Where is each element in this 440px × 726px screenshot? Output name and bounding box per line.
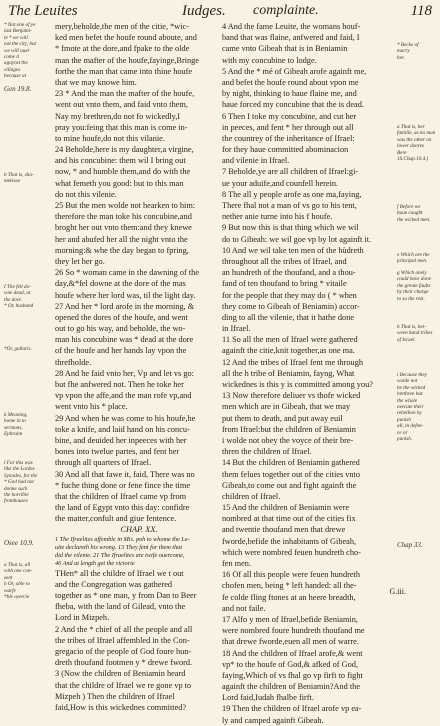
- text-line: throughout all the tribes of Ifrael, and: [222, 256, 347, 266]
- margin-note: i Because they wolde not be the wicked brethren but the whole execute their rebellion by punish all, in defen- ce or punish.: [397, 372, 427, 443]
- text-line: them felues together out of the cities vnto: [222, 469, 361, 479]
- text-line: that we may knowe him.: [55, 77, 137, 87]
- text-line: that the childre of Ifrael we re gone vp to: [55, 680, 192, 690]
- text-line: out to go his way, and beholde, the wo-: [55, 324, 186, 334]
- text-line: to mine houfe,do not this vilanie.: [55, 133, 165, 143]
- text-line: 24 Beholde,here is my daughter,a virgine,: [55, 145, 194, 155]
- text-line: Lord in Mizpeh.: [55, 613, 110, 623]
- text-line: did the vilenie. 21 The Ifraelites are twife ouercome,: [55, 551, 185, 559]
- text-line: chofen men, being * left handed: all the-: [222, 581, 357, 591]
- text-line: came vnto Gibeah that is in Beniamin: [222, 44, 348, 54]
- text-line: now, * and humble them,and do with the: [55, 167, 191, 177]
- text-line: with my concubine to lodge.: [222, 55, 317, 65]
- margin-note: f Before we haue caught the wicked men.: [397, 204, 431, 223]
- margin-note: Gen 19.8.: [4, 85, 32, 93]
- text-line: for the people that they may do ( * when: [222, 290, 357, 300]
- text-line: and the Congregation was gathered: [55, 579, 173, 589]
- text-line: morning:& whe the day began to fpring,: [55, 245, 189, 255]
- text-line: they come to Gibeah of Beniamin) accor-: [222, 301, 360, 311]
- text-line: 3 (Now the children of Beniamin heard: [55, 669, 186, 679]
- text-line: they let her go.: [55, 256, 105, 266]
- text-line: through all quarters of Ifrael.: [55, 458, 152, 468]
- left-column: [55, 21, 223, 713]
- text-line: forthe the man that came into thine houfe: [55, 66, 193, 76]
- text-line: 27 And her * lord arofe in the morning, &: [55, 301, 195, 311]
- text-line: houfe where her lord was, til the light day.: [55, 290, 196, 300]
- text-line: children of Ifrael.: [222, 491, 281, 501]
- text-line: faying,Which of vs fhal go vp firft to fight: [222, 670, 363, 680]
- text-line: in Ifrael.: [222, 324, 251, 334]
- text-line: vp vpon the affe,and the man rofe vp,and: [55, 391, 192, 401]
- margin-note: a That is, her familie, as no man was the other on lower doores Bere 1S.Chap.10.4.): [397, 124, 436, 163]
- text-line: 4 And the fame Leuite, the womans houf-: [222, 22, 361, 31]
- text-line: 7 Beholde,ye are all children of Ifrael:gi-: [222, 167, 359, 177]
- text-line: Gibeah,to come out and fight againft the: [222, 480, 357, 490]
- text-line: 18 And the children of Ifrael arofe,& went: [222, 648, 363, 658]
- text-line: 28 And he faid vnto her, Vp and let vs go:: [55, 368, 194, 378]
- text-line: 6 Then I toke my concubine, and cut her: [222, 111, 357, 121]
- text-line: 5 And the * mé of Gibeah arofe againft me,: [222, 66, 367, 76]
- text-line: againft the citie,knit together,as one ma.: [222, 346, 355, 356]
- text-line: an hundreth of the thoufand, and a thou-: [222, 268, 356, 278]
- text-line: do to Gibeah: we wil goe vp by lot againft it.: [222, 234, 372, 244]
- text-line: threfholde.: [55, 357, 92, 367]
- text-line: pray you:feing that this man is come in-: [55, 122, 188, 132]
- text-line: 11 So all the men of Ifrael were gathered: [222, 335, 358, 345]
- text-line: 12 And the tribes of Ifrael fent me through: [222, 357, 364, 367]
- text-line: 17 Alfo y men of Ifrael,befide Beniamin,: [222, 614, 358, 624]
- margin-note: * Not one of ye last Benjami- te * we will not the city, but we will ouer come it agaynst the villages because at: [4, 22, 36, 80]
- text-line: wickednes is this y is committed among you?: [222, 380, 373, 389]
- text-line: 9 But now this is that thing which we wil: [222, 223, 359, 233]
- text-line: ue your aduife,and counfell herein.: [222, 178, 339, 188]
- text-line: her and abufed her all the night vnto the: [55, 234, 188, 244]
- text-line: the matter,confult and giue fentence.: [55, 514, 177, 524]
- text-line: ding to all the vilenie, that it hathe done: [222, 312, 355, 322]
- text-line: that drewe fworde,euen all men of warre.: [222, 637, 359, 647]
- text-line: vp* to the houfe of God,& afked of God,: [222, 659, 358, 669]
- text-line: were nombred foure hundreth thoufand me: [222, 626, 365, 636]
- running-header: [8, 3, 432, 23]
- text-line: day,&*fel downe at the dore of the mas: [55, 279, 186, 289]
- margin-note: Osee 10.9.: [4, 539, 34, 547]
- text-line: band that was flaine, anfwered and faid, I: [222, 33, 360, 43]
- text-line: the countrey of the inheritance of Ifrael:: [222, 133, 355, 143]
- margin-note: a That is, all with one con- sent b Or, able to warfe *ble oyercie: [4, 562, 33, 601]
- text-line: ked men befet the houfe round aboute, and: [55, 33, 197, 43]
- text-line: by night, thinking to haue flaine me, and: [222, 89, 357, 99]
- text-line: therefore the man toke his concubine,and: [55, 212, 192, 222]
- margin-note: I The fell do- wne dead, at the dore. * Or, husband: [4, 284, 34, 310]
- text-line: and befet the houfe round about vpon me: [222, 77, 359, 87]
- page-number: 118: [410, 3, 432, 19]
- text-line: men which are in Gibeah, that we may: [222, 402, 351, 412]
- margin-note: *Or, gallaris.: [4, 346, 32, 352]
- text-line: of the houfe and her hands lay vpon the: [55, 346, 187, 356]
- text-line: Nay my brethren,do not fo wickedly,I: [55, 111, 181, 121]
- text-line: in peeces, and fent * her through out all: [222, 122, 354, 132]
- margin-note: g Which onely could have done the greate faults by their charge to so the rest.: [397, 270, 431, 302]
- margin-note: e Which are the principal men.: [397, 252, 430, 265]
- text-line: what femeth you good: but to this man: [55, 178, 184, 188]
- left-margin-notes: [4, 22, 54, 601]
- text-line: toke a knife, and laid hand on his concu-: [55, 424, 190, 434]
- text-line: faid,How is this wickednes committed?: [55, 702, 187, 712]
- margin-note: h That is, bet- ween hand tribes of Israel.: [397, 324, 433, 343]
- text-line: bine, and deuided her inpeeces with her: [55, 435, 187, 445]
- text-line: thren the children of Ifrael.: [222, 447, 312, 457]
- text-line: the land of Egypt vnto this day: confidre: [55, 503, 190, 513]
- text-line: broght her out vnto them:and they knewe: [55, 223, 192, 233]
- text-line: * fuche thing done or fene fince the time: [55, 480, 191, 490]
- text-line: fand of ten thoufand to bring * vitaile: [222, 279, 347, 289]
- text-line: 2 And the * chief of all the people and all: [55, 624, 193, 634]
- text-line: went vnto his * place.: [55, 402, 128, 412]
- text-line: 14 But the children of Beniamin gathered: [222, 458, 360, 468]
- text-line: 46 And at length get the victorie: [55, 559, 135, 567]
- text-line: and not faile.: [222, 603, 266, 613]
- text-line: 29 And when he was come to his houfe,he: [55, 413, 196, 423]
- text-line: CHAP. XX.: [120, 525, 158, 535]
- running-head-left: The Leuites: [8, 3, 78, 19]
- text-line: There fhal not a man of vs go to his tent,: [222, 201, 357, 210]
- text-line: man the mafter of the houfe,fayinge,Bringe: [55, 55, 199, 65]
- text-line: mery,beholde,the men of the citie, *wic-: [55, 22, 190, 31]
- text-line: and twentie thoufand men that drewe: [222, 525, 346, 535]
- text-line: and vilenie in Ifrael.: [222, 156, 290, 166]
- right-column: [222, 21, 396, 726]
- text-line: do not this vilenie.: [55, 189, 117, 199]
- text-line: opened the dores of the houfe, and went: [55, 312, 188, 322]
- text-line: THen* all the childre of Ifrael we t out: [55, 568, 184, 578]
- text-line: 15 And the children of Beniamin were: [222, 503, 350, 513]
- text-line: gregacio of the people of God foure hun-: [55, 646, 192, 656]
- text-line: 26 So * woman came in the dawning of the: [55, 268, 200, 278]
- text-line: * fmote at the dore,and fpake to the olde: [55, 44, 190, 54]
- running-head-title: complainte.: [253, 3, 319, 18]
- signature-mark: G.iii.: [389, 587, 406, 596]
- margin-note: k Meaning, home in to sermons, Ephraim: [4, 412, 28, 438]
- text-line: againft the children of Beniamin?And the: [222, 682, 361, 692]
- margin-note: Chap 33.: [397, 541, 423, 549]
- text-line: the tribes of Ifrael affembled in the Con-: [55, 635, 190, 645]
- text-line: fe colde fling ftones at an heere breadth,: [222, 592, 356, 602]
- text-line: 23 * And the man the mafter of the houfe,: [55, 89, 195, 99]
- margin-note: b That is, sha- melesse: [4, 172, 34, 185]
- text-line: 19 Then the children of Ifrael arofe vp ea-: [222, 704, 362, 714]
- text-line: nether anie turne into his f houfe.: [222, 212, 333, 222]
- text-line: 1 The Ifraelites affemble in Mis. poh to whome the Le-: [55, 535, 190, 543]
- right-margin-notes: [397, 42, 438, 592]
- text-line: put them to death, and put away euil: [222, 413, 343, 423]
- text-line: all the h tribe of Beniamin, fayng, What: [222, 368, 355, 378]
- text-line: Mizpeh ) Then the children of Ifrael: [55, 691, 175, 701]
- text-line: from Ifrael:but the children of Beniamin: [222, 424, 356, 434]
- text-line: uite declareth his wrong. 13 They fent for them that: [55, 543, 183, 551]
- text-line: fworde,befide the inhabitants of Gibeah,: [222, 536, 357, 546]
- text-line: 13 Now therefore deliuer vs thofe wicked: [222, 391, 361, 401]
- text-line: haue forced my concubine that the is dead.: [222, 100, 364, 110]
- running-head-center: Iudges.: [182, 3, 226, 19]
- text-line: fheba, with the land of Gilead, vnto the: [55, 602, 186, 612]
- text-line: i wolde not obey the voyce of their bre-: [222, 435, 354, 445]
- text-line: dreth thoufand footmen y * drewe fword.: [55, 658, 193, 668]
- text-line: went out vnto them, and faid vnto them,: [55, 100, 188, 110]
- margin-note: l For this was like the Lordes Synodes, for the * God had not donne such the horrible fromhouses: [4, 460, 38, 505]
- text-line: man his concubine was * dead at the dore: [55, 335, 194, 345]
- text-line: 8 The all y people arofe as one ma,faying,: [222, 189, 362, 199]
- text-line: fen men.: [222, 559, 252, 568]
- text-line: nombred at that time out of the cities fix: [222, 514, 356, 524]
- text-line: for they haue committed abominacion: [222, 145, 349, 155]
- text-line: 25 But the men wolde not hearken to him:: [55, 201, 196, 210]
- text-line: 10 And we wil take ten men of the hùdreth: [222, 245, 364, 255]
- text-line: 16 Of all this people were feuen hundreth: [222, 570, 361, 580]
- text-line: bones into twelue partes, and fent her: [55, 447, 180, 457]
- text-line: that the children of Ifrael came vp from: [55, 491, 187, 501]
- text-line: 30 And all that fawe it, faid, There was no: [55, 469, 195, 479]
- text-line: and his concubine: them wil I bring out: [55, 156, 186, 166]
- text-line: but fhe anfwered not. Then he toke her: [55, 380, 184, 389]
- margin-note: * Becke of marry her.: [397, 42, 419, 61]
- text-line: which were nombred feuen hundreth cho-: [222, 547, 361, 557]
- text-line: ly and camped againft Gibeah.: [222, 715, 324, 725]
- text-line: Lord faid,Iudah fhalbe firft.: [222, 693, 314, 703]
- text-line: together as * one man, y from Dan to Beer: [55, 591, 197, 600]
